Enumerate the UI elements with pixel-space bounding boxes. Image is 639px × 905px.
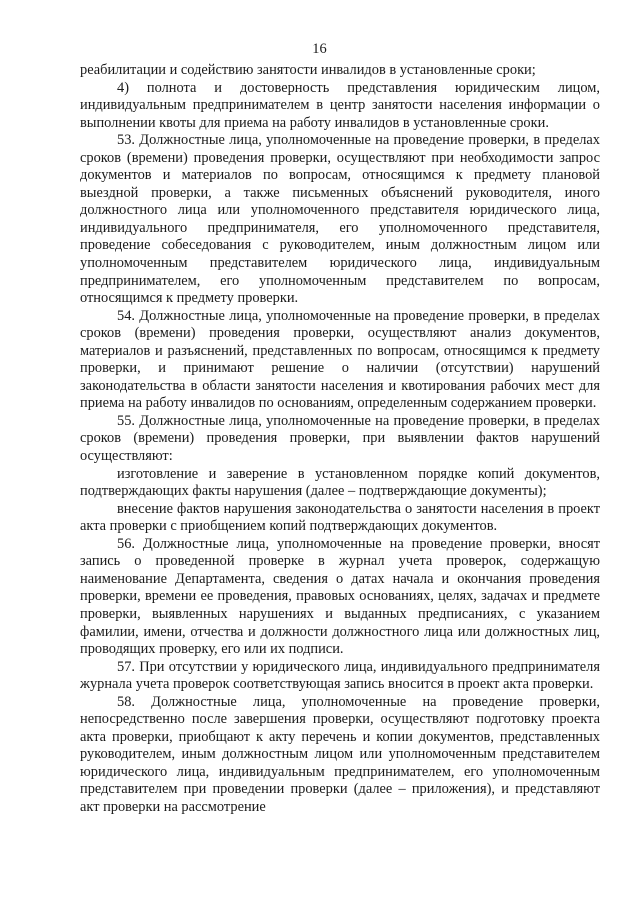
- paragraph-55-sub-2: внесение фактов нарушения законодательства о занятости населения в проект акта проверки с приобщением копий подтверждающих документов.: [80, 500, 600, 535]
- paragraph-55-sub-1: изготовление и заверение в установленном порядке копий документов, подтверждающих факты нарушения (далее – подтверждающие документы);: [80, 465, 600, 500]
- paragraph-56: 56. Должностные лица, уполномоченные на проведение проверки, вносят запись о проведенной проверке в журнал учета проверок, содержащую наименование Департамента, сведения о датах начала и окончания проведения проверки, времени ее проведения, правовых основаниях, целях, задачах и предмете проверки, выявленных нарушениях и выданных предписаниях, с указанием фамилии, имени, отчества и должности должностного лица или должностных лиц, проводящих проверку, его или их подписи.: [80, 535, 600, 658]
- paragraph-57: 57. При отсутствии у юридического лица, индивидуального предпринимателя журнала учета проверок соответствующая запись вносится в проект акта проверки.: [80, 658, 600, 693]
- paragraph-53: 53. Должностные лица, уполномоченные на проведение проверки, в пределах сроков (времени) проведения проверки, осуществляют при необходимости запрос документов и материалов по вопросам, относящимся к предмету плановой выездной проверки, а также письменных объяснений руководителя, иного должностного лица или уполномоченного представителя юридического лица, индивидуального предпринимателя, его уполномоченного представителя, проведение собеседования с руководителем, иным должностным лицом или уполномоченным представителем юридического лица, индивидуальным предпринимателем, его уполномоченным представителем по вопросам, относящимся к предмету проверки.: [80, 132, 600, 307]
- paragraph-54: 54. Должностные лица, уполномоченные на проведение проверки, в пределах сроков (времени) проведения проверки, осуществляют анализ документов, материалов и разъяснений, представленных по вопросам, относящимся к предмету проверки, и принимают решение о наличии (отсутствии) нарушений законодательства в области занятости населения и квотирования рабочих мест для приема на работу инвалидов по основаниям, определенным содержанием проверки.: [80, 307, 600, 412]
- paragraph-55: 55. Должностные лица, уполномоченные на проведение проверки, в пределах сроков (времени) проведения проверки, при выявлении фактов нарушений осуществляют:: [80, 412, 600, 465]
- paragraph-continuation: реабилитации и содействию занятости инвалидов в установленные сроки;: [80, 62, 536, 78]
- document-body: [80, 62, 600, 817]
- paragraph-item-4: 4) полнота и достоверность представления юридическим лицом, индивидуальным предпринимателем в центр занятости населения информации о выполнении квоты для приема на работу инвалидов в установленные сроки.: [80, 79, 600, 131]
- paragraph-58: 58. Должностные лица, уполномоченные на проведение проверки, непосредственно после завершения проверки, осуществляют подготовку проекта акта проверки, приобщают к акту перечень и копии документов, представленных руководителем, иным должностным лицом или уполномоченным представителем юридического лица, индивидуальным предпринимателем, его уполномоченным представителем при проведении проверки (далее – приложения), и представляют акт проверки на рассмотрение: [80, 693, 600, 815]
- page-number: 16: [312, 41, 327, 57]
